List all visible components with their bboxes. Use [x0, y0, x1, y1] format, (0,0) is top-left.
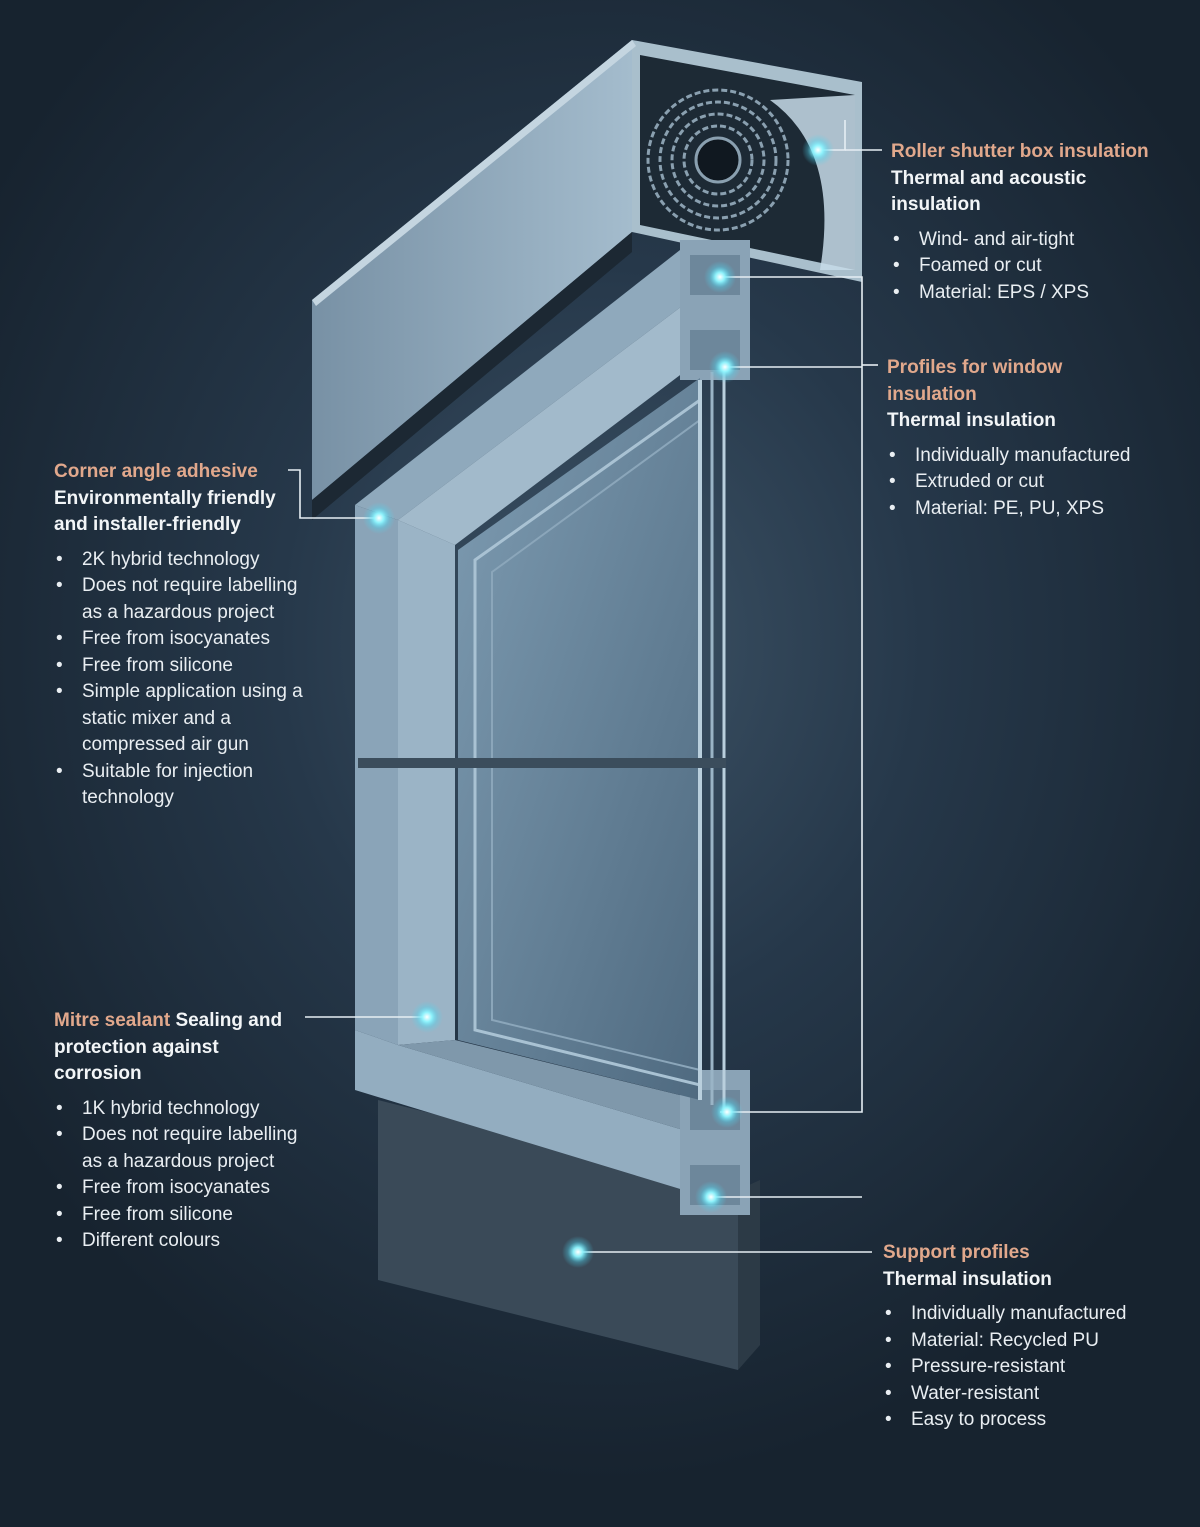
list-item: • Simple application using a static mixer and a compressed air gun — [54, 679, 304, 759]
marker-roller-shutter — [802, 134, 834, 166]
list-item: • 1K hybrid technology — [54, 1096, 304, 1123]
callout-subtitle: Environmentally friendly and installer-friendly — [54, 487, 276, 535]
list-item: • Material: EPS / XPS — [891, 280, 1181, 307]
list-item: • Suitable for injection technology — [54, 759, 304, 812]
list-item: • Does not require labelling as a hazardous project — [54, 1122, 304, 1175]
list-item: • 2K hybrid technology — [54, 547, 304, 574]
list-item: • Free from silicone — [54, 653, 304, 680]
list-item: • Free from isocyanates — [54, 626, 304, 653]
callout-heading — [54, 1008, 304, 1088]
callout-list — [887, 443, 1147, 523]
list-item: • Material: PE, PU, XPS — [887, 496, 1147, 523]
marker-profile-bottom — [695, 1181, 727, 1213]
callout-title: Corner angle adhesive — [54, 461, 258, 482]
list-item: • Easy to process — [883, 1407, 1133, 1434]
list-item: • Does not require labelling as a hazardous project — [54, 573, 304, 626]
callout-subtitle: Thermal and acoustic insulation — [891, 167, 1087, 215]
list-item: • Pressure-resistant — [883, 1354, 1133, 1381]
list-item: • Extruded or cut — [887, 469, 1147, 496]
list-item: • Free from silicone — [54, 1202, 304, 1229]
list-item: • Free from isocyanates — [54, 1175, 304, 1202]
callout-roller-shutter — [891, 139, 1181, 306]
callout-list — [54, 1096, 304, 1255]
callout-list — [54, 547, 304, 812]
list-item: • Water-resistant — [883, 1381, 1133, 1408]
callout-subtitle: Thermal insulation — [887, 410, 1056, 431]
callout-title: Roller shutter box insulation — [891, 141, 1149, 162]
callout-title: Mitre sealant — [54, 1010, 171, 1031]
marker-support-profiles — [562, 1236, 594, 1268]
marker-profile-upper — [709, 351, 741, 383]
list-item: • Individually manufactured — [883, 1301, 1133, 1328]
marker-corner-angle — [363, 502, 395, 534]
callout-subtitle: Sealing and protection against corrosion — [54, 1010, 283, 1084]
roller-shutter-box — [312, 40, 862, 520]
glazing-bar — [358, 758, 726, 768]
callout-list — [883, 1301, 1133, 1434]
list-item: • Wind- and air-tight — [891, 227, 1181, 254]
marker-mitre-sealant — [411, 1001, 443, 1033]
list-item: • Different colours — [54, 1228, 304, 1255]
marker-profile-lower — [711, 1096, 743, 1128]
list-item: • Material: Recycled PU — [883, 1328, 1133, 1355]
callout-mitre-sealant — [54, 1008, 304, 1255]
callout-support-profiles — [883, 1240, 1133, 1434]
callout-corner-angle — [54, 459, 304, 812]
callout-title: Support profiles — [883, 1242, 1030, 1263]
callout-subtitle: Thermal insulation — [883, 1268, 1052, 1290]
callout-window-profiles — [887, 355, 1147, 522]
callout-title: Profiles for window insulation — [887, 357, 1063, 405]
list-item: • Individually manufactured — [887, 443, 1147, 470]
callout-list — [891, 227, 1181, 307]
marker-profile-top — [704, 261, 736, 293]
list-item: • Foamed or cut — [891, 253, 1181, 280]
